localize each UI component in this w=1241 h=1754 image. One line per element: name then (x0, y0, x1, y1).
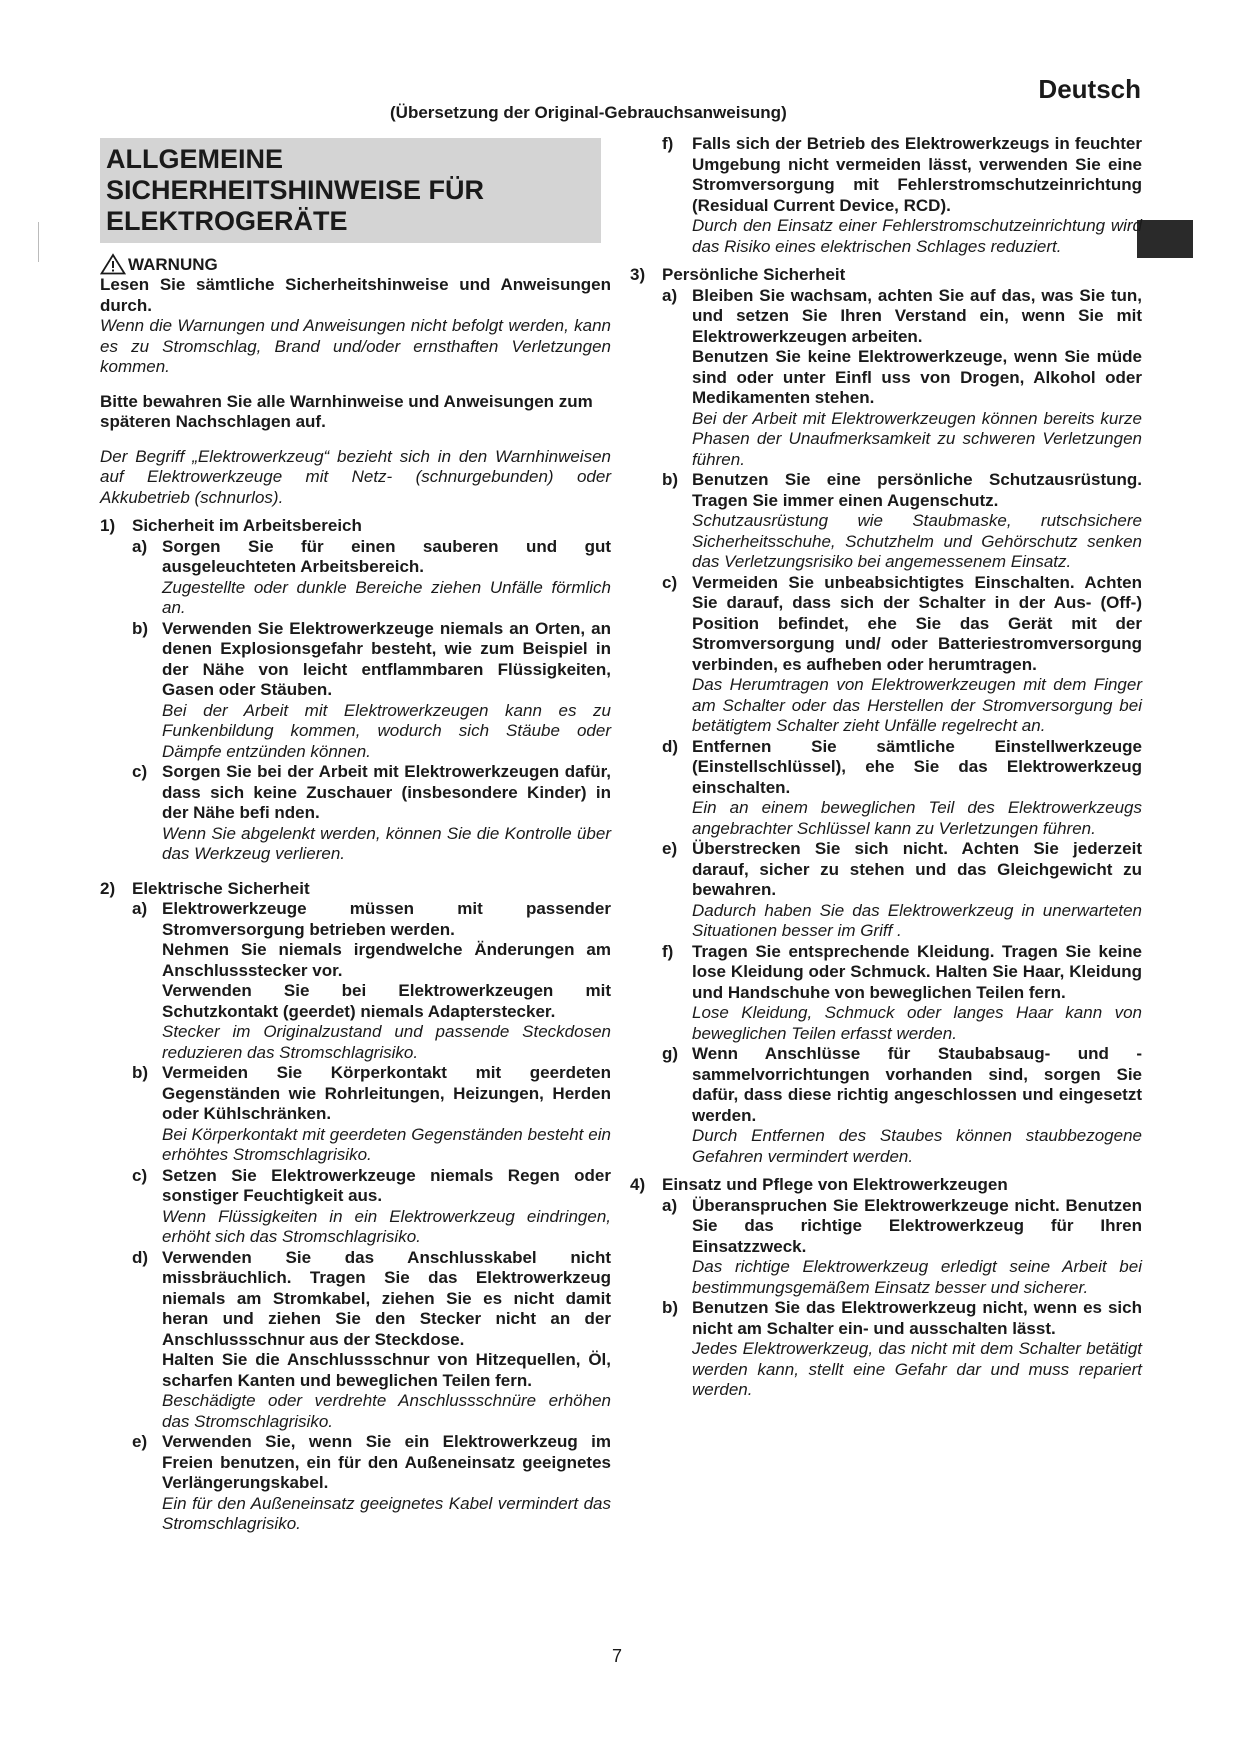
section-tab-marker (1137, 220, 1193, 258)
list-item: b) Vermeiden Sie Körperkontakt mit geerdeten Gegenständen wie Rohrleitungen, Heizungen, Herden oder Kühlschränken. Bei Körperkontakt mit geerdeten Gegenständen besteht ein erhöhtes Stromschlagrisiko. (132, 1063, 611, 1164)
list-item: f) Falls sich der Betrieb des Elektrowerkzeugs in feuchter Umgebung nicht vermeiden lässt, verwenden Sie eine Stromversorgung mit Fehlerstromschutzeinrichtung (Residual Current Device, RCD). Durch den Einsatz einer Fehlerstromschutzeinrichtung wird das Risiko eines elektrischen Schlages reduziert. (662, 134, 1142, 256)
list-item: g) Wenn Anschlüsse für Staubabsaug- und - sammelvorrichtungen vorhanden sind, sorgen Sie dafür, dass diese richtig angeschlossen und eingesetzt werden. Durch Entfernen des Staubes können staubbezogene Gefahren vermindert werden. (662, 1044, 1142, 1166)
section-2-continued (630, 134, 1142, 257)
document-subtitle: (Übersetzung der Original-Gebrauchsanweisung) (390, 103, 787, 122)
keep-instructions-text: Bitte bewahren Sie alle Warnhinweise und Anweisungen zum späteren Nachschlagen auf. (100, 391, 593, 431)
section-4-heading: 4) Einsatz und Pflege von Elektrowerkzeugen (630, 1175, 1008, 1194)
section-4-items (630, 1196, 1142, 1401)
page-number: 7 (612, 1646, 623, 1666)
warning-label: WARNUNG (128, 254, 218, 274)
section-2-heading: 2) Elektrische Sicherheit (100, 878, 310, 898)
list-item: b) Benutzen Sie eine persönliche Schutzausrüstung. Tragen Sie immer einen Augenschutz. Schutzausrüstung wie Staubmaske, rutschsichere Sicherheitsschuhe, Schutzhelm und Gehörschutz senken das Verletzungsrisiko bei angemessenem Einsatz. (662, 470, 1142, 571)
warning-header (100, 253, 611, 275)
left-column (100, 138, 611, 1535)
list-item: c) Sorgen Sie bei der Arbeit mit Elektrowerkzeugen dafür, dass sich keine Zuschauer (insbesondere Kinder) in der Nähe befi nden. Wenn Sie abgelenkt werden, können Sie die Kontrolle über das Werkzeug verlieren. (132, 762, 611, 863)
list-item: b) Verwenden Sie Elektrowerkzeuge niemals an Orten, an denen Explosionsgefahr besteht, wie zum Beispiel in der Nähe von leicht entflammbaren Flüssigkeiten, Gasen oder Stäuben. Bei der Arbeit mit Elektrowerkzeugen kann es zu Funkenbildung kommen, wodurch sich Stäube oder Dämpfe entzünden können. (132, 618, 611, 761)
section-3-items (630, 286, 1142, 1168)
list-item: b) Benutzen Sie das Elektrowerkzeug nicht, wenn es sich nicht am Schalter ein- und ausschalten lässt. Jedes Elektrowerkzeug, das nicht mit dem Schalter betätigt werden kann, stellt eine Gefahr dar und muss repariert werden. (662, 1298, 1142, 1399)
warning-italic-text: Wenn die Warnungen und Anweisungen nicht befolgt werden, kann es zu Stromschlag, Brand und/oder ernsthaften Verletzungen kommen. (100, 316, 611, 376)
list-item: a) Sorgen Sie für einen sauberen und gut ausgeleuchteten Arbeitsbereich. Zugestellte oder dunkle Bereiche ziehen Unfälle förmlich an. (132, 536, 611, 617)
list-item: c) Setzen Sie Elektrowerkzeuge niemals Regen oder sonstiger Feuchtigkeit aus. Wenn Flüssigkeiten in ein Elektrowerkzeug eindringen, erhöht sich das Stromschlagrisiko. (132, 1165, 611, 1246)
margin-mark (38, 222, 39, 262)
list-item: a) Überanspruchen Sie Elektrowerkzeuge nicht. Benutzen Sie das richtige Elektrowerkzeug für Ihren Einsatzzweck. Das richtige Elektrowerkzeug erledigt seine Arbeit bei bestimmungsgemäßem Einsatz besser und sicherer. (662, 1195, 1142, 1297)
language-label: Deutsch (1038, 74, 1141, 104)
warning-bold-text: Lesen Sie sämtliche Sicherheitshinweise und Anweisungen durch. (100, 275, 611, 315)
list-item: a) Bleiben Sie wachsam, achten Sie auf das, was Sie tun, und setzen Sie Ihren Verstand ein, wenn Sie mit Elektrowerkzeugen arbeiten. Benutzen Sie keine Elektrowerkzeuge, wenn Sie müde sind oder unter Einfl uss von Drogen, Alkohol oder Medikamenten stehen. Bei der Arbeit mit Elektrowerkzeugen können bereits kurze Phasen der Unaufmerksamkeit zu schweren Verletzungen führen. (662, 285, 1142, 469)
warning-triangle-icon (100, 253, 126, 275)
list-item: e) Verwenden Sie, wenn Sie ein Elektrowerkzeug im Freien benutzen, ein für den Außeneinsatz geeignetes Verlängerungskabel. Ein für den Außeneinsatz geeignetes Kabel vermindert das Stromschlagrisiko. (132, 1432, 611, 1533)
list-item: f) Tragen Sie entsprechende Kleidung. Tragen Sie keine lose Kleidung oder Schmuck. Halten Sie Haar, Kleidung und Handschuhe von beweglichen Teilen fern. Lose Kleidung, Schmuck oder langes Haar kann von beweglichen Teilen erfasst werden. (662, 941, 1142, 1043)
section-1-items (100, 537, 611, 865)
list-item: a) Elektrowerkzeuge müssen mit passender Stromversorgung betrieben werden. Nehmen Sie niemals irgendwelche Änderungen am Anschlussstecker vor. Verwenden Sie bei Elektrowerkzeugen mit Schutzkontakt (geerdet) niemals Adapterstecker. Stecker im Originalzustand und passende Steckdosen reduzieren das Stromschlagrisiko. (132, 899, 611, 1062)
list-item: c) Vermeiden Sie unbeabsichtigtes Einschalten. Achten Sie darauf, dass sich der Schalter in der Aus- (Off-) Position befindet, ehe Sie das Gerät mit der Stromversorgung und/ oder Batteriestromversorgung verbinden, es aufheben oder herumtragen. Das Herumtragen von Elektrowerkzeugen mit dem Finger am Schalter oder das Herstellen der Stromversorgung bei betätigtem Schalter zieht Unfälle regelrecht an. (662, 572, 1142, 735)
list-item: e) Überstrecken Sie sich nicht. Achten Sie jederzeit darauf, sicher zu stehen und das Gleichgewicht zu bewahren. Dadurch haben Sie das Elektrowerkzeug in unerwarteten Situationen besser im Griff . (662, 839, 1142, 940)
section-1-heading: 1) Sicherheit im Arbeitsbereich (100, 516, 362, 535)
term-definition-text: Der Begriff „Elektrowerkzeug“ bezieht sich in den Warnhinweisen auf Elektrowerkzeuge mit Netz- (schnurgebunden) oder Akkubetrieb (schnurlos). (100, 446, 611, 507)
list-item: d) Entfernen Sie sämtliche Einstellwerkzeuge (Einstellschlüssel), ehe Sie das Elektrowerkzeug einschalten. Ein an einem beweglichen Teil des Elektrowerkzeugs angebrachter Schlüssel kann zu Verletzungen führen. (662, 736, 1142, 838)
section-3-heading: 3) Persönliche Sicherheit (630, 265, 846, 284)
section-title: ALLGEMEINE SICHERHEITSHINWEISE FÜR ELEKTROGERÄTE (100, 138, 601, 243)
section-2-items (100, 899, 611, 1535)
list-item: d) Verwenden Sie das Anschlusskabel nicht missbräuchlich. Tragen Sie das Elektrowerkzeug niemals am Stromkabel, ziehen Sie es nicht damit heran und ziehen Sie den Stecker nicht an der Anschlussschnur aus der Steckdose. Halten Sie die Anschlussschnur von Hitzequellen, Öl, scharfen Kanten und beweglichen Teilen fern. Beschädigte oder verdrehte Anschlussschnüre erhöhen das Stromschlagrisiko. (132, 1247, 611, 1431)
right-column (630, 134, 1142, 1401)
